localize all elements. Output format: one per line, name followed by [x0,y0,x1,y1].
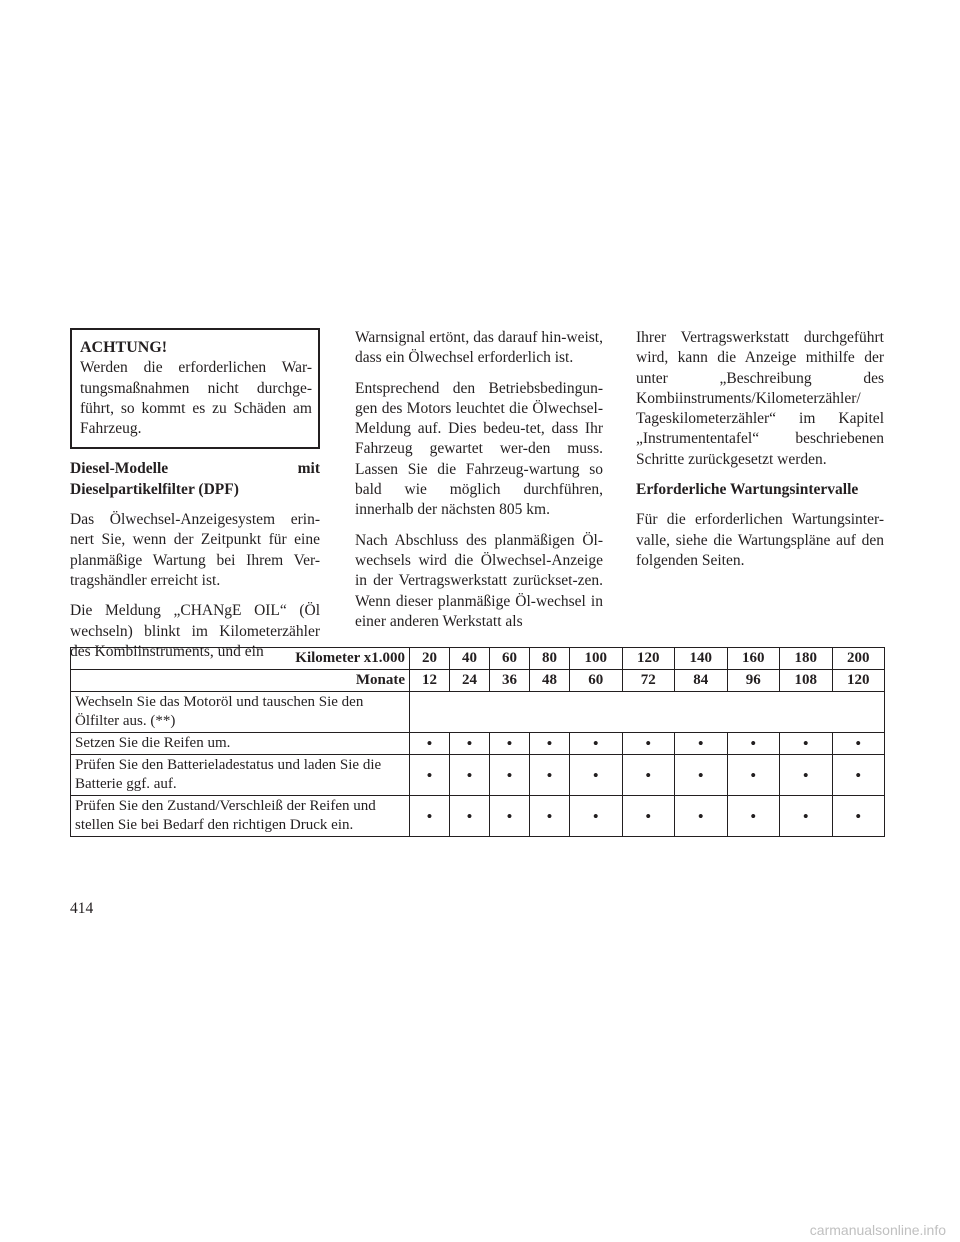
months-header-row [71,670,885,692]
km-value: 200 [832,648,885,670]
months-value: 72 [622,670,675,692]
bullet-mark: • [622,796,675,837]
bullet-mark: • [410,733,450,755]
column-1 [70,328,320,672]
bullet-mark: • [675,733,728,755]
months-label: Monate [71,670,410,692]
empty-cell [410,692,885,733]
warning-text: Werden die erforderlichen War-tungsmaßnahmen nicht durchge-führt, so kommt es zu Schäden am Fahrzeug. [80,359,312,438]
bullet-mark: • [570,755,623,796]
paragraph: Für die erforderlichen Wartungsinter-valle, siehe die Wartungspläne auf den folgenden Seiten. [636,511,884,569]
bullet-mark: • [490,755,530,796]
months-value: 48 [530,670,570,692]
task-description: Prüfen Sie den Batterieladestatus und laden Sie die Batterie ggf. auf. [71,755,410,796]
months-value: 60 [570,670,623,692]
bullet-mark: • [832,796,885,837]
table-row [71,796,885,837]
section-heading-dpf: Diesel-Modelle mit Dieselpartikelfilter (DPF) [70,460,320,498]
months-value: 84 [675,670,728,692]
months-value: 24 [450,670,490,692]
bullet-mark: • [450,733,490,755]
task-description: Prüfen Sie den Zustand/Verschleiß der Reifen und stellen Sie bei Bedarf den richtigen Druck ein. [71,796,410,837]
table-row [71,755,885,796]
table-row [71,692,885,733]
months-value: 36 [490,670,530,692]
warning-title: ACHTUNG! [80,339,168,356]
km-value: 120 [622,648,675,670]
bullet-mark: • [675,755,728,796]
paragraph: Das Ölwechsel-Anzeigesystem erin-nert Sie, wenn der Zeitpunkt für eine planmäßige Wartung bei Ihrem Ver-tragshändler erreicht ist. [70,511,320,589]
section-heading-intervals: Erforderliche Wartungsintervalle [636,481,859,499]
page-number: 414 [70,900,94,917]
bullet-mark: • [570,733,623,755]
months-value: 120 [832,670,885,692]
bullet-mark: • [530,755,570,796]
km-value: 80 [530,648,570,670]
column-3 [636,328,884,581]
maintenance-schedule-table [70,647,885,837]
bullet-mark: • [530,733,570,755]
paragraph: Die Meldung „CHANgE OIL“ (Öl wechseln) blinkt im Kilometerzähler des Kombiinstruments, und ein [70,602,320,660]
task-description: Wechseln Sie das Motoröl und tauschen Sie den Ölfilter aus. (**) [71,692,410,733]
bullet-mark: • [780,755,833,796]
bullet-mark: • [727,796,780,837]
watermark: carmanualsonline.info [809,1222,946,1238]
bullet-mark: • [780,733,833,755]
km-value: 160 [727,648,780,670]
column-2 [355,328,603,642]
bullet-mark: • [622,755,675,796]
km-value: 20 [410,648,450,670]
bullet-mark: • [450,755,490,796]
km-value: 100 [570,648,623,670]
bullet-mark: • [780,796,833,837]
months-value: 96 [727,670,780,692]
table-row [71,733,885,755]
bullet-mark: • [410,755,450,796]
km-value: 40 [450,648,490,670]
paragraph: Nach Abschluss des planmäßigen Öl-wechsels wird die Ölwechsel-Anzeige in der Vertragswerkstatt zurückset-zen. Wenn dieser planmäßige Öl-wechsel in einer anderen Werkstatt als [355,531,603,630]
bullet-mark: • [832,755,885,796]
km-value: 180 [780,648,833,670]
bullet-mark: • [530,796,570,837]
bullet-mark: • [410,796,450,837]
bullet-mark: • [675,796,728,837]
bullet-mark: • [727,755,780,796]
bullet-mark: • [490,796,530,837]
km-header-row [71,648,885,670]
bullet-mark: • [570,796,623,837]
km-label: Kilometer x1.000 [71,648,410,670]
task-description: Setzen Sie die Reifen um. [71,733,410,755]
bullet-mark: • [622,733,675,755]
bullet-mark: • [832,733,885,755]
bullet-mark: • [727,733,780,755]
months-value: 108 [780,670,833,692]
paragraph: Warnsignal ertönt, das darauf hin-weist, dass ein Ölwechsel erforderlich ist. [355,329,603,367]
paragraph: Ihrer Vertragswerkstatt durchgeführt wird, kann die Anzeige mithilfe der unter „Beschreibung des Kombiinstruments/Kilometerzähler/ Tageskilometerzähler“ im Kapitel „Instrumententafel“ beschriebenen Schritte zurückgesetzt werden. [636,329,884,468]
warning-box [70,328,320,449]
bullet-mark: • [490,733,530,755]
months-value: 12 [410,670,450,692]
bullet-mark: • [450,796,490,837]
km-value: 60 [490,648,530,670]
paragraph: Entsprechend den Betriebsbedingun-gen des Motors leuchtet die Ölwechsel-Meldung auf. Dies bedeu-tet, dass Ihr Fahrzeug gewartet wer-den muss. Lassen Sie die Fahrzeug-wartung so bald wie möglich durchführen, innerhalb der nächsten 805 km. [355,379,603,519]
km-value: 140 [675,648,728,670]
